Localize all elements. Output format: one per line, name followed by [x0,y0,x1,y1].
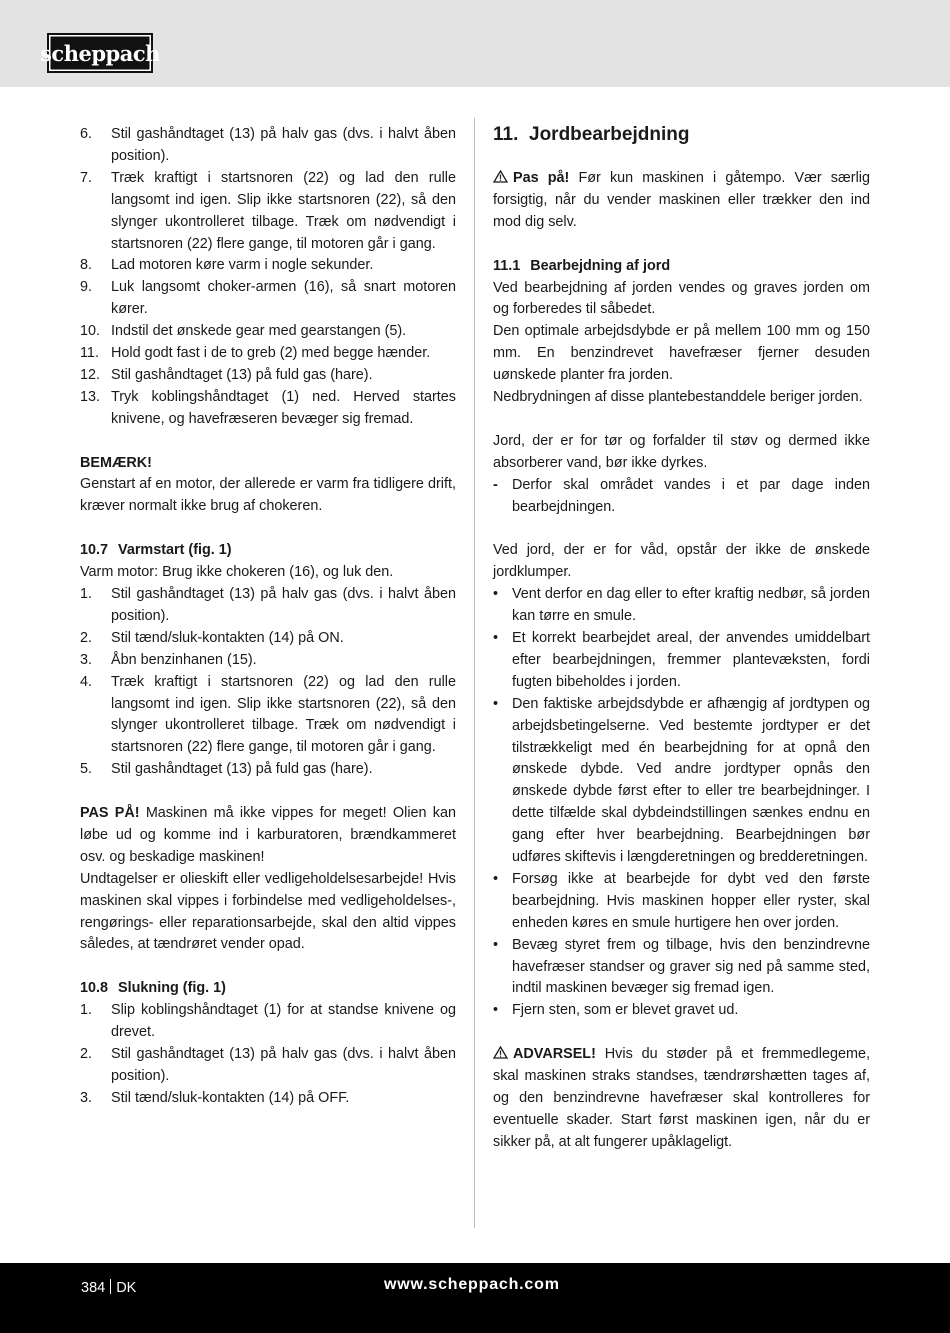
dash-mark: - [493,476,498,493]
list-item-number: 11. [80,345,99,362]
bullet-mark: • [493,695,499,712]
dash-item-text: Derfor skal området vandes i et par dage inden bearbejdningen. [512,476,870,515]
list-item [80,255,456,277]
list-item [80,387,456,431]
bullet-item [493,584,870,628]
website-url: www.scheppach.com [384,1276,560,1293]
caution-paragraph [80,803,456,869]
warm-start-intro: Varm motor: Brug ikke chokeren (16), og luk den. [80,564,394,581]
warning-triangle-icon [493,170,508,183]
list-item-text: Indstil det ønskede gear med gearstangen (5). [111,323,407,340]
list-item-number: 4. [80,673,93,690]
list-item-text: Åbn benzinhanen (15). [111,651,257,668]
list-item-number: 9. [80,279,93,296]
footer-band [0,1263,950,1333]
advarsel-text: Hvis du støder på et fremmedlegeme, skal maskinen straks standses, tændrørshætten tages af, og den benzindrevne havefræser skal kontrolleres for eventuelle skader. Start først maskinen igen, når du er sikker på, at alt fungerer upåklageligt. [493,1046,870,1150]
paragraph: Ved bearbejdning af jorden vendes og graves jorden om og forberedes til såbedet. [493,279,870,318]
list-item-text: Tryk koblingshåndtaget (1) ned. Herved startes knivene, og havefræseren bevæger sig fremad. [111,388,456,427]
bullet-mark: • [493,870,499,887]
list-item [80,124,456,168]
bullet-item [493,935,870,1001]
list-item-number: 2. [80,1046,93,1062]
section-title: Slukning (fig. 1) [118,980,226,997]
list-item-number: 7. [80,169,93,186]
list-item-text: Stil tænd/sluk-kontakten (14) på OFF. [111,1089,350,1106]
warm-start-steps-list [80,584,456,781]
bullet-item [493,869,870,935]
list-item-text: Lad motoren køre varm i nogle sekunder. [111,257,374,274]
bullet-item [493,1000,870,1022]
chapter-11-heading [493,124,870,146]
caution-label: PAS PÅ! [80,805,140,822]
dash-list-item [493,475,870,519]
shutdown-steps-list [80,1000,456,1110]
list-item-text: Stil tænd/sluk-kontakten (14) på ON. [111,629,344,646]
bullet-text: Forsøg ikke at bearbejde for dybt ved den første bearbejdning. Hvis maskinen hopper eller ryster, skal enheden køres en smule hurtigere hen over jorden. [512,870,870,931]
list-item [80,628,456,650]
list-item-number: 12. [80,366,101,383]
list-item-text: Stil gashåndtaget (13) på halv gas (dvs. i halvt åben position). [111,586,456,624]
list-item-number: 2. [80,629,93,646]
paragraph: Nedbrydningen af disse plantebestanddele beriger jorden. [493,389,863,406]
list-item-text: Stil gashåndtaget (13) på halv gas (dvs. i halvt åben position). [111,1046,456,1084]
bullet-item [493,694,870,869]
list-item-number: 3. [80,1089,93,1106]
list-item-text: Stil gashåndtaget (13) på halv gas (dvs. i halvt åben position). [111,126,456,164]
list-item-number: 3. [80,651,93,668]
bullet-mark: • [493,936,499,953]
list-item [80,584,456,628]
page-indicator [81,1279,136,1296]
bullet-text: Den faktiske arbejdsdybde er afhængig af jordtypen og arbejdsbetingelserne. Ved bestemte jordtyper er det tilstrækkeligt med én bearbejdning for at opnå den ønskede dybde. Ved andre jordtyper opnås den ønskede dybde først efter to eller tre bearbejdninger. I dette tilfælde skal dybdeindstillingen sænkes endnu en gang efter hver bearbejdning. Bearbejdningen bør udføres skiftevis i længderetningen og bredderetningen. [512,695,870,866]
list-item [80,343,456,365]
bullet-item [493,628,870,694]
list-item [80,650,456,672]
bullet-text: Vent derfor en dag eller to efter kraftig nedbør, så jorden kan tørre en smule. [512,586,870,625]
paragraph: Den optimale arbejdsdybde er på mellem 100 mm og 150 mm. En benzindrevet havefræser fjerner desuden uønskede planter fra jorden. [493,323,870,384]
advarsel-paragraph [493,1044,870,1154]
list-item [80,672,456,760]
chapter-title: Jordbearbejdning [529,124,690,145]
list-item [80,277,456,321]
bullet-text: Fjern sten, som er blevet gravet ud. [512,1002,739,1019]
caution-exceptions: Undtagelser er olieskift eller vedligeholdelsesarbejde! Hvis maskinen skal vippes i forbindelse med vedligeholdelses-, rengørings- eller reparationsarbejde, skal den altid vippes således, at tændrøret vender opad. [80,870,456,953]
section-number: 11.1 [493,257,521,274]
caution-text: Maskinen må ikke vippes for meget! Olien kan løbe ud og komme ind i karburatoren, brændkammeret osv. og beskadige maskinen! [80,805,456,865]
section-number: 10.8 [80,980,109,997]
list-item-text: Luk langsomt choker-armen (16), så snart motoren kører. [111,279,456,318]
list-item [80,168,456,256]
bullet-mark: • [493,629,499,646]
list-item [80,1088,456,1110]
right-column [493,124,870,1154]
section-number: 10.7 [80,542,109,559]
list-item-text: Slip koblingshåndtaget (1) for at standse knivene og drevet. [111,1002,456,1041]
list-item [80,365,456,387]
section-10-7-heading [80,540,456,562]
page-number: 384 [81,1280,106,1296]
pas-paa-paragraph [493,168,870,234]
warning-triangle-icon [493,1046,508,1059]
pas-paa-label: Pas på! [513,170,570,186]
start-steps-list [80,124,456,431]
list-item-number: 5. [80,761,93,778]
list-item-number: 8. [80,257,93,274]
section-title: Varmstart (fig. 1) [118,542,232,559]
section-11-1-heading [493,256,870,278]
list-item [80,1044,456,1088]
bullet-mark: • [493,1002,499,1019]
bullet-text: Et korrekt bearbejdet areal, der anvendes umiddelbart efter bearbejdningen, fremmer plantevæksten, fordi fugten bibeholdes i jorden. [512,629,870,690]
tips-bullet-list [493,584,870,1022]
list-item-text: Træk kraftigt i startsnoren (22) og lad den rulle langsomt ind igen. Slip ikke startsnoren (22), så den slynger ukontrolleret tilbage. Træk om nødvendigt i startsnoren (22) flere gange, til motoren går i gang. [111,169,456,252]
list-item-text: Hold godt fast i de to greb (2) med begge hænder. [111,345,431,362]
page-separator [110,1279,111,1294]
bullet-mark: • [493,586,499,603]
list-item-number: 10. [80,323,101,340]
list-item-number: 1. [80,1002,93,1019]
list-item-number: 6. [80,126,93,142]
list-item [80,1000,456,1044]
list-item-text: Stil gashåndtaget (13) på fuld gas (hare). [111,761,373,778]
section-title: Bearbejdning af jord [530,257,671,274]
note-title: BEMÆRK! [80,454,152,471]
chapter-number: 11. [493,124,519,145]
column-divider [474,118,475,1228]
scheppach-logo: scheppach [47,33,153,73]
list-item [80,321,456,343]
list-item [80,759,456,781]
bullet-text: Bevæg styret frem og tilbage, hvis den benzindrevne havefræser standser og graver sig ned på samme sted, indtil maskinen bevæger sig fremad igen. [512,936,870,997]
list-item-number: 1. [80,586,93,602]
advarsel-label: ADVARSEL! [513,1046,596,1063]
section-10-8-heading [80,978,456,1000]
left-column [80,124,456,1110]
paragraph: Jord, der er for tør og forfalder til støv og dermed ikke absorberer vand, bør ikke dyrkes. [493,432,870,471]
note-text: Genstart af en motor, der allerede er varm fra tidligere drift, kræver normalt ikke brug af chokeren. [80,476,456,515]
language-code: DK [116,1280,137,1296]
list-item-text: Stil gashåndtaget (13) på fuld gas (hare). [111,366,373,383]
paragraph: Ved jord, der er for våd, opstår der ikke de ønskede jordklumper. [493,542,870,581]
list-item-number: 13. [80,388,101,405]
list-item-text: Træk kraftigt i startsnoren (22) og lad den rulle langsomt ind igen. Slip ikke startsnoren (22), så den slynger ukontrolleret tilbage. Træk om nødvendigt i startsnoren (22) flere gange, til motoren går i gang. [111,673,456,756]
pas-paa-text: Før kun maskinen i gåtempo. Vær særlig forsigtig, når du vender maskinen eller trækker den ind mod dig selv. [493,170,870,230]
